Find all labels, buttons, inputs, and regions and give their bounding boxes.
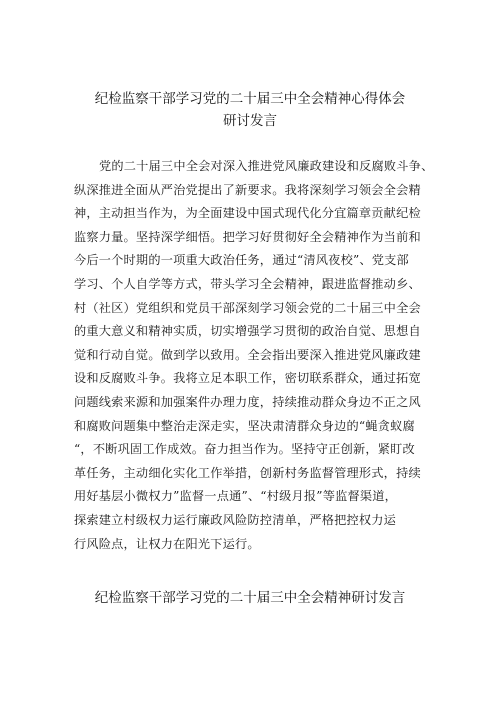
- paragraph-line: 神，主动担当作为，为全面建设中国式现代化分宜篇章贡献纪检: [74, 206, 421, 221]
- paragraph-line: 用好基层小微权力”监督一点通”、“村级月报”等监督渠道，: [74, 489, 398, 504]
- paragraph-line: 党的二十届三中全会对深入推进党风廉政建设和反腐败斗争、: [99, 159, 434, 173]
- paragraph-line: 探索建立村级权力运行廉政风险防控清单，严格把控权力运: [74, 512, 397, 527]
- paragraph-line: 问题线索来源和加强案件办理力度，持续推动群众身边不正之风: [74, 394, 421, 409]
- paragraph-line: 纵深推进全面从严治党提出了新要求。我将深刻学习领会全会精: [74, 182, 421, 197]
- paragraph-line: 监察力量。坚持深学细悟。把学习好贯彻好全会精神作为当前和: [74, 229, 421, 244]
- paragraph-line: “，不断巩固工作成效。奋力担当作为。坚持守正创新，紧盯改: [74, 442, 415, 457]
- paragraph-line: 学习、个人自学等方式，带头学习全会精神，跟进监督推动乡、: [74, 276, 421, 291]
- paragraph-line: 行风险点，让权力在阳光下运行。: [74, 536, 260, 551]
- paragraph-line: 今后一个时期的一项重大政治任务，通过“清风夜校”、党支部: [74, 253, 409, 268]
- body-paragraph: [74, 155, 440, 556]
- paragraph-line: 和腐败问题集中整治走深走实，坚决肃清群众身边的“蝇贪蚁腐: [74, 418, 415, 433]
- paragraph-line: 村（社区）党组织和党员干部深刻学习领会党的二十届三中全会: [74, 300, 421, 315]
- document-title-line-2: 研讨发言: [223, 113, 277, 129]
- document-title-line-1: 纪检监察干部学习党的二十届三中全会精神心得体会: [94, 91, 406, 107]
- second-document-title: 纪检监察干部学习党的二十届三中全会精神研讨发言: [94, 590, 406, 606]
- paragraph-line: 的重大意义和精神实质，切实增强学习贯彻的政治自觉、思想自: [74, 324, 421, 339]
- paragraph-line: 革任务，主动细化实化工作举措，创新村务监督管理形式，持续: [74, 465, 421, 480]
- document-title: [0, 88, 500, 132]
- paragraph-line: 设和反腐败斗争。我将立足本职工作，密切联系群众，通过拓宽: [74, 371, 421, 386]
- paragraph-line: 觉和行动自觉。做到学以致用。全会指出要深入推进党风廉政建: [74, 347, 421, 362]
